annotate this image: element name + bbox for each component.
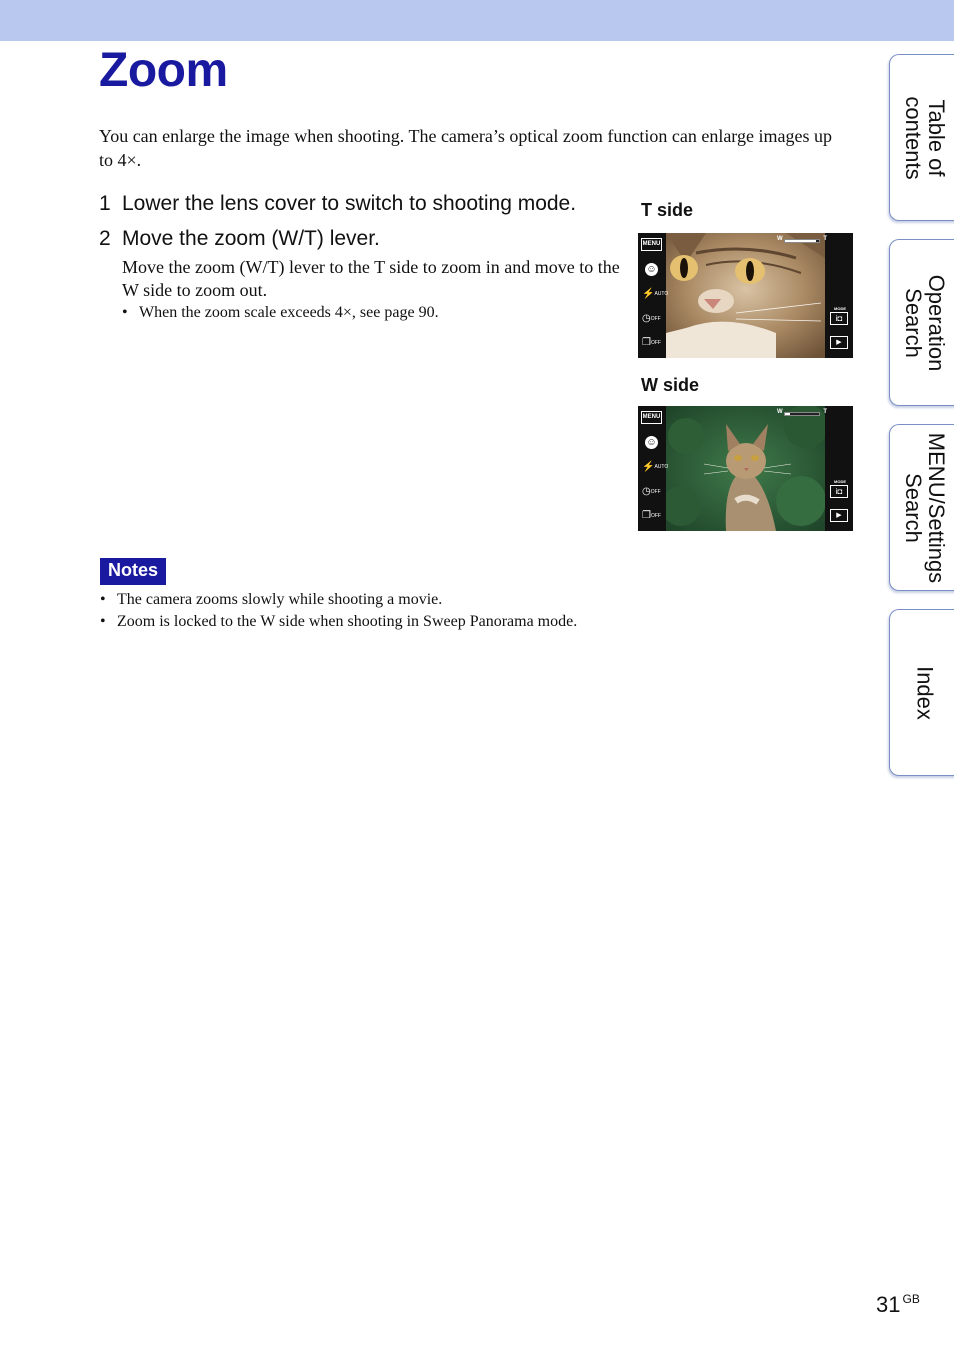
- zoom-w-label: W: [777, 409, 783, 415]
- timer-off-text: OFF: [650, 316, 661, 322]
- zoom-track: [784, 239, 820, 243]
- bullet-text: When the zoom scale exceeds 4×, see page 90.: [139, 304, 439, 321]
- tab-menu-settings-search[interactable]: [889, 424, 954, 591]
- step-1: [99, 191, 576, 217]
- page-number-value: 31: [876, 1292, 901, 1317]
- imode-text: i: [835, 314, 838, 323]
- burst-off-text: OFF: [650, 340, 661, 346]
- menu-button[interactable]: MENU: [641, 411, 662, 424]
- self-timer-off-icon[interactable]: ◷OFF: [642, 313, 661, 324]
- w-side-screen: [638, 406, 853, 531]
- right-control-column: [825, 406, 853, 531]
- tab-table-of-contents[interactable]: [889, 54, 954, 221]
- step-text: Lower the lens cover to switch to shooting mode.: [122, 192, 577, 215]
- playback-icon[interactable]: ▶: [830, 509, 848, 522]
- bullet-icon: •: [100, 613, 106, 630]
- tab-label: MENU/Settings Search: [900, 432, 949, 583]
- zoom-t-label: T: [823, 409, 827, 415]
- step-number: 2: [99, 227, 111, 250]
- tab-label: Table of contents: [900, 95, 949, 180]
- t-side-screen: [638, 233, 853, 358]
- step-text: Move the zoom (W/T) lever.: [122, 227, 380, 250]
- intelligent-auto-icon[interactable]: i◘: [830, 312, 848, 325]
- flash-auto-icon[interactable]: ⚡AUTO: [642, 461, 669, 473]
- burst-off-text: OFF: [650, 513, 661, 519]
- step-number: 1: [99, 192, 111, 215]
- cat-wide-photo: [666, 406, 825, 531]
- flash-mode-text: AUTO: [654, 291, 669, 297]
- left-control-column: [638, 406, 669, 531]
- self-timer-off-icon[interactable]: ◷OFF: [642, 486, 661, 497]
- playback-icon[interactable]: ▶: [830, 336, 848, 349]
- header-band: [0, 0, 954, 41]
- tab-operation-search[interactable]: [889, 239, 954, 406]
- menu-button[interactable]: MENU: [641, 238, 662, 251]
- tab-label: Index: [912, 665, 937, 720]
- zoom-track: [784, 412, 820, 416]
- intro-paragraph: You can enlarge the image when shooting. The camera’s optical zoom function can enlarge images up to 4×.: [99, 126, 832, 170]
- flash-mode-text: AUTO: [654, 464, 669, 470]
- intelligent-auto-icon[interactable]: i◘: [830, 485, 848, 498]
- mode-label: MODE: [834, 479, 846, 484]
- note-item: [100, 612, 577, 632]
- t-side-label: T side: [641, 200, 694, 220]
- right-control-column: [825, 233, 853, 358]
- note-text: Zoom is locked to the W side when shooting in Sweep Panorama mode.: [117, 613, 578, 630]
- tab-label: Operation Search: [900, 274, 949, 371]
- mode-label: MODE: [834, 306, 846, 311]
- step-2-bullet: [122, 303, 439, 323]
- smile-shutter-icon[interactable]: ☺: [646, 264, 657, 275]
- note-item: [100, 590, 442, 610]
- page-number: [876, 1292, 920, 1318]
- zoom-t-label: T: [823, 236, 827, 242]
- tab-index[interactable]: [889, 609, 954, 776]
- left-control-column: [638, 233, 669, 358]
- step-2: [99, 226, 380, 252]
- flash-auto-icon[interactable]: ⚡AUTO: [642, 288, 669, 300]
- timer-off-text: OFF: [650, 489, 661, 495]
- notes-badge: Notes: [100, 558, 166, 585]
- burst-off-icon[interactable]: ❐OFF: [642, 337, 661, 348]
- w-side-label: W side: [641, 375, 700, 395]
- note-text: The camera zooms slowly while shooting a movie.: [117, 591, 443, 608]
- bullet-icon: •: [100, 591, 106, 608]
- zoom-fill: [785, 413, 790, 415]
- zoom-w-label: W: [777, 236, 783, 242]
- zoom-fill: [785, 240, 816, 242]
- step-2-body: Move the zoom (W/T) lever to the T side to zoom in and move to the W side to zoom out.: [122, 257, 620, 300]
- zoom-indicator: [777, 237, 827, 244]
- zoom-indicator: [777, 410, 827, 417]
- smile-shutter-icon[interactable]: ☺: [646, 437, 657, 448]
- imode-text: i: [835, 487, 838, 496]
- page-region: GB: [902, 1292, 920, 1306]
- cat-closeup-photo: [666, 233, 825, 358]
- page-title: Zoom: [99, 44, 228, 97]
- burst-off-icon[interactable]: ❐OFF: [642, 510, 661, 521]
- bullet-icon: •: [122, 304, 128, 321]
